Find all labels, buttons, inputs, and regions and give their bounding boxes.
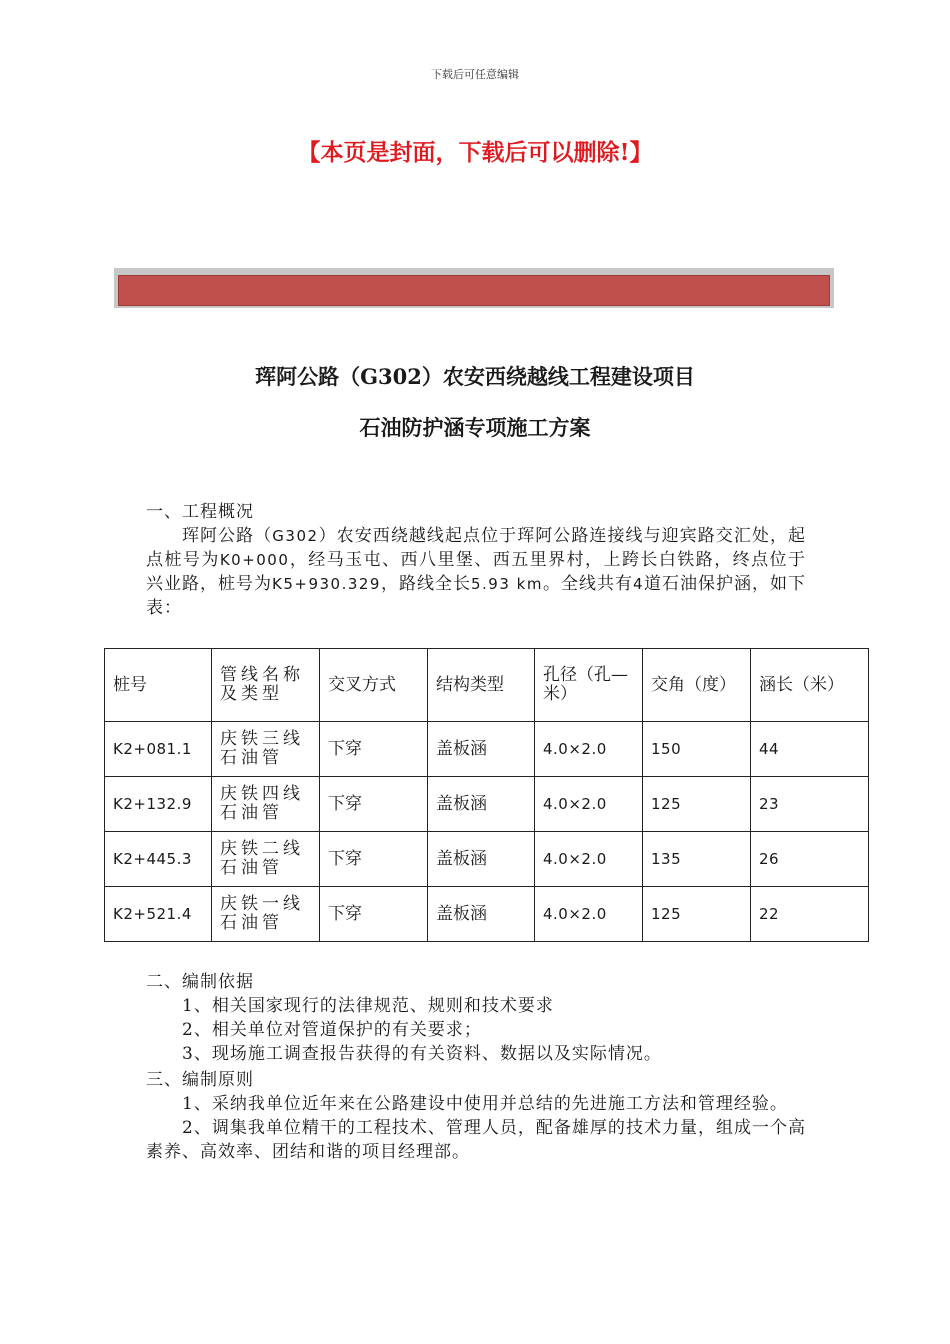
cell-aperture: 4.0×2.0 <box>535 777 643 832</box>
cell-aperture: 4.0×2.0 <box>535 887 643 942</box>
cell-station: K2+521.4 <box>105 887 212 942</box>
table-header-row <box>105 649 869 722</box>
cell-structure: 盖板涵 <box>428 887 535 942</box>
section1 <box>146 500 806 620</box>
table-header-cell: 结构类型 <box>428 649 535 722</box>
para-text: ）农安西绕越线起点位于珲阿公路连接线与迎宾路交汇处，起点桩号为 <box>146 526 807 570</box>
cell-pipeline: 庆铁三线石油管 <box>212 722 320 777</box>
section2-heading: 二、编制依据 <box>146 972 254 992</box>
decorative-red-band <box>118 275 830 306</box>
para-number: K5+930.329 <box>272 575 381 593</box>
table-row <box>105 832 869 887</box>
cell-crossing: 下穿 <box>320 777 428 832</box>
table-header-cell: 桩号 <box>105 649 212 722</box>
cell-pipeline: 庆铁四线石油管 <box>212 777 320 832</box>
cell-crossing: 下穿 <box>320 887 428 942</box>
para-text: 珲阿公路（ <box>182 526 273 546</box>
cell-angle: 125 <box>643 887 751 942</box>
cell-station: K2+081.1 <box>105 722 212 777</box>
header-note: 下载后可任意编辑 <box>431 68 519 81</box>
section2-item: 2、相关单位对管道保护的有关要求； <box>182 1020 482 1040</box>
table-header-cell: 孔径（孔—米） <box>535 649 643 722</box>
section3-item: 2、调集我单位精干的工程技术、管理人员，配备雄厚的技术力量，组成一个高素养、高效率、团结和谐的项目经理部。 <box>146 1118 806 1162</box>
table-row <box>105 777 869 832</box>
section2 <box>146 970 806 1164</box>
cell-pipeline: 庆铁二线石油管 <box>212 832 320 887</box>
cell-crossing: 下穿 <box>320 722 428 777</box>
cell-station: K2+132.9 <box>105 777 212 832</box>
section2-item: 1、相关国家现行的法律规范、规则和技术要求 <box>182 996 554 1016</box>
cell-structure: 盖板涵 <box>428 777 535 832</box>
cell-length: 44 <box>751 722 869 777</box>
para-text: 道石油保护涵，如下表： <box>146 574 806 618</box>
culvert-table <box>104 648 869 942</box>
document-subtitle: 石油防护涵专项施工方案 <box>359 415 591 440</box>
cell-angle: 125 <box>643 777 751 832</box>
cell-aperture: 4.0×2.0 <box>535 722 643 777</box>
cell-structure: 盖板涵 <box>428 832 535 887</box>
table-header-cell: 管线名称及类型 <box>212 649 320 722</box>
para-text: ，经马玉屯、西八里堡、西五里界村，上跨长白铁路，终点位于兴业路，桩号为 <box>146 550 807 594</box>
para-number: G302 <box>272 527 319 545</box>
para-text: ，路线全长 <box>380 574 471 594</box>
cell-angle: 150 <box>643 722 751 777</box>
cell-station: K2+445.3 <box>105 832 212 887</box>
document-title: 珲阿公路（G302）农安西绕越线工程建设项目 <box>255 364 695 389</box>
cover-notice: 【本页是封面，下载后可以删除!】 <box>297 139 653 166</box>
cell-length: 23 <box>751 777 869 832</box>
section1-paragraph <box>146 524 806 620</box>
cell-aperture: 4.0×2.0 <box>535 832 643 887</box>
cell-length: 26 <box>751 832 869 887</box>
para-number: K0+000 <box>219 551 290 569</box>
section3-item: 1、采纳我单位近年来在公路建设中使用并总结的先进施工方法和管理经验。 <box>182 1094 788 1114</box>
cell-pipeline: 庆铁一线石油管 <box>212 887 320 942</box>
cell-crossing: 下穿 <box>320 832 428 887</box>
cell-length: 22 <box>751 887 869 942</box>
section2-item: 3、现场施工调查报告获得的有关资料、数据以及实际情况。 <box>182 1044 662 1064</box>
table-header-cell: 涵长（米） <box>751 649 869 722</box>
table-header-cell: 交叉方式 <box>320 649 428 722</box>
table-row <box>105 887 869 942</box>
para-number: 5.93 km <box>470 575 543 593</box>
para-number: 4 <box>632 575 644 593</box>
cell-structure: 盖板涵 <box>428 722 535 777</box>
table-row <box>105 722 869 777</box>
section1-heading: 一、工程概况 <box>146 502 254 522</box>
table-header-cell: 交角（度） <box>643 649 751 722</box>
section3-heading: 三、编制原则 <box>146 1070 254 1090</box>
para-text: 。全线共有 <box>542 574 633 594</box>
cell-angle: 135 <box>643 832 751 887</box>
